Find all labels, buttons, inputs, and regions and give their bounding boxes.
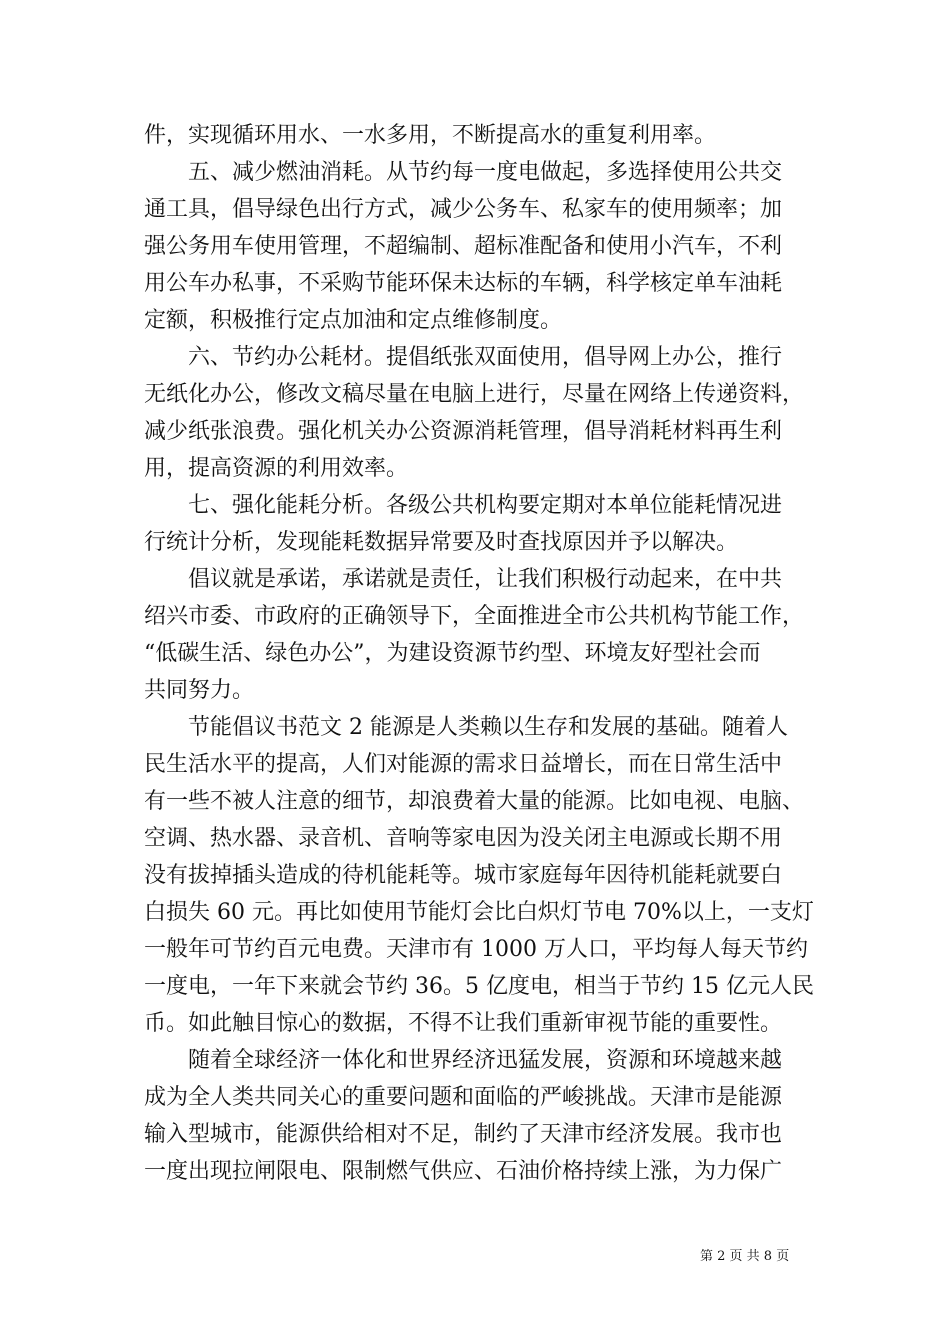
- body-text-line: 绍兴市委、市政府的正确领导下，全面推进全市公共机构节能工作，: [144, 604, 805, 629]
- body-text-line: 一度出现拉闸限电、限制燃气供应、石油价格持续上涨，为力保广: [144, 1159, 783, 1184]
- body-text-line: 用公车办私事，不采购节能环保未达标的车辆，科学核定单车油耗: [144, 271, 783, 296]
- body-text-line: 无纸化办公，修改文稿尽量在电脑上进行，尽量在网络上传递资料，: [144, 382, 805, 407]
- body-text-line: 随着全球经济一体化和世界经济迅猛发展，资源和环境越来越: [144, 1048, 783, 1073]
- body-text-line: 用，提高资源的利用效率。: [144, 456, 409, 481]
- page-number-footer: 第 2 页 共 8 页: [700, 1249, 790, 1264]
- body-text-line: 没有拔掉插头造成的待机能耗等。城市家庭每年因待机能耗就要白: [144, 863, 783, 888]
- body-text-line: 白损失 60 元。再比如使用节能灯会比白炽灯节电 70%以上，一支灯: [144, 900, 814, 925]
- body-text-line: 件，实现循环用水、一水多用，不断提高水的重复利用率。: [144, 123, 717, 148]
- body-text-line: 一度电，一年下来就会节约 36。5 亿度电，相当于节约 15 亿元人民: [144, 974, 814, 999]
- body-text-line: 节能倡议书范文 2 能源是人类赖以生存和发展的基础。随着人: [144, 715, 788, 740]
- body-text-line: 强公务用车使用管理，不超编制、超标准配备和使用小汽车，不利: [144, 234, 783, 259]
- body-text-line: 六、节约办公耗材。提倡纸张双面使用，倡导网上办公，推行: [144, 345, 783, 370]
- body-text-line: 一般年可节约百元电费。天津市有 1000 万人口，平均每人每天节约: [144, 937, 808, 962]
- body-text-line: “低碳生活、绿色办公”，为建设资源节约型、环境友好型社会而: [144, 641, 761, 666]
- body-text-line: 行统计分析，发现能耗数据异常要及时查找原因并予以解决。: [144, 530, 739, 555]
- body-text-line: 五、减少燃油消耗。从节约每一度电做起，多选择使用公共交: [144, 160, 783, 185]
- body-text-line: 通工具，倡导绿色出行方式，减少公务车、私家车的使用频率；加: [144, 197, 783, 222]
- body-text-line: 成为全人类共同关心的重要问题和面临的严峻挑战。天津市是能源: [144, 1085, 783, 1110]
- body-text-line: 共同努力。: [144, 678, 255, 703]
- body-text-line: 有一些不被人注意的细节，却浪费着大量的能源。比如电视、电脑、: [144, 789, 805, 814]
- body-text-line: 币。如此触目惊心的数据，不得不让我们重新审视节能的重要性。: [144, 1011, 783, 1036]
- body-text-line: 定额，积极推行定点加油和定点维修制度。: [144, 308, 563, 333]
- body-text-line: 倡议就是承诺，承诺就是责任，让我们积极行动起来，在中共: [144, 567, 783, 592]
- body-text-line: 空调、热水器、录音机、音响等家电因为没关闭主电源或长期不用: [144, 826, 783, 851]
- body-text-line: 七、强化能耗分析。各级公共机构要定期对本单位能耗情况进: [144, 493, 783, 518]
- body-text-line: 民生活水平的提高，人们对能源的需求日益增长，而在日常生活中: [144, 752, 783, 777]
- body-text-line: 减少纸张浪费。强化机关办公资源消耗管理，倡导消耗材料再生利: [144, 419, 783, 444]
- body-text-line: 输入型城市，能源供给相对不足，制约了天津市经济发展。我市也: [144, 1122, 783, 1147]
